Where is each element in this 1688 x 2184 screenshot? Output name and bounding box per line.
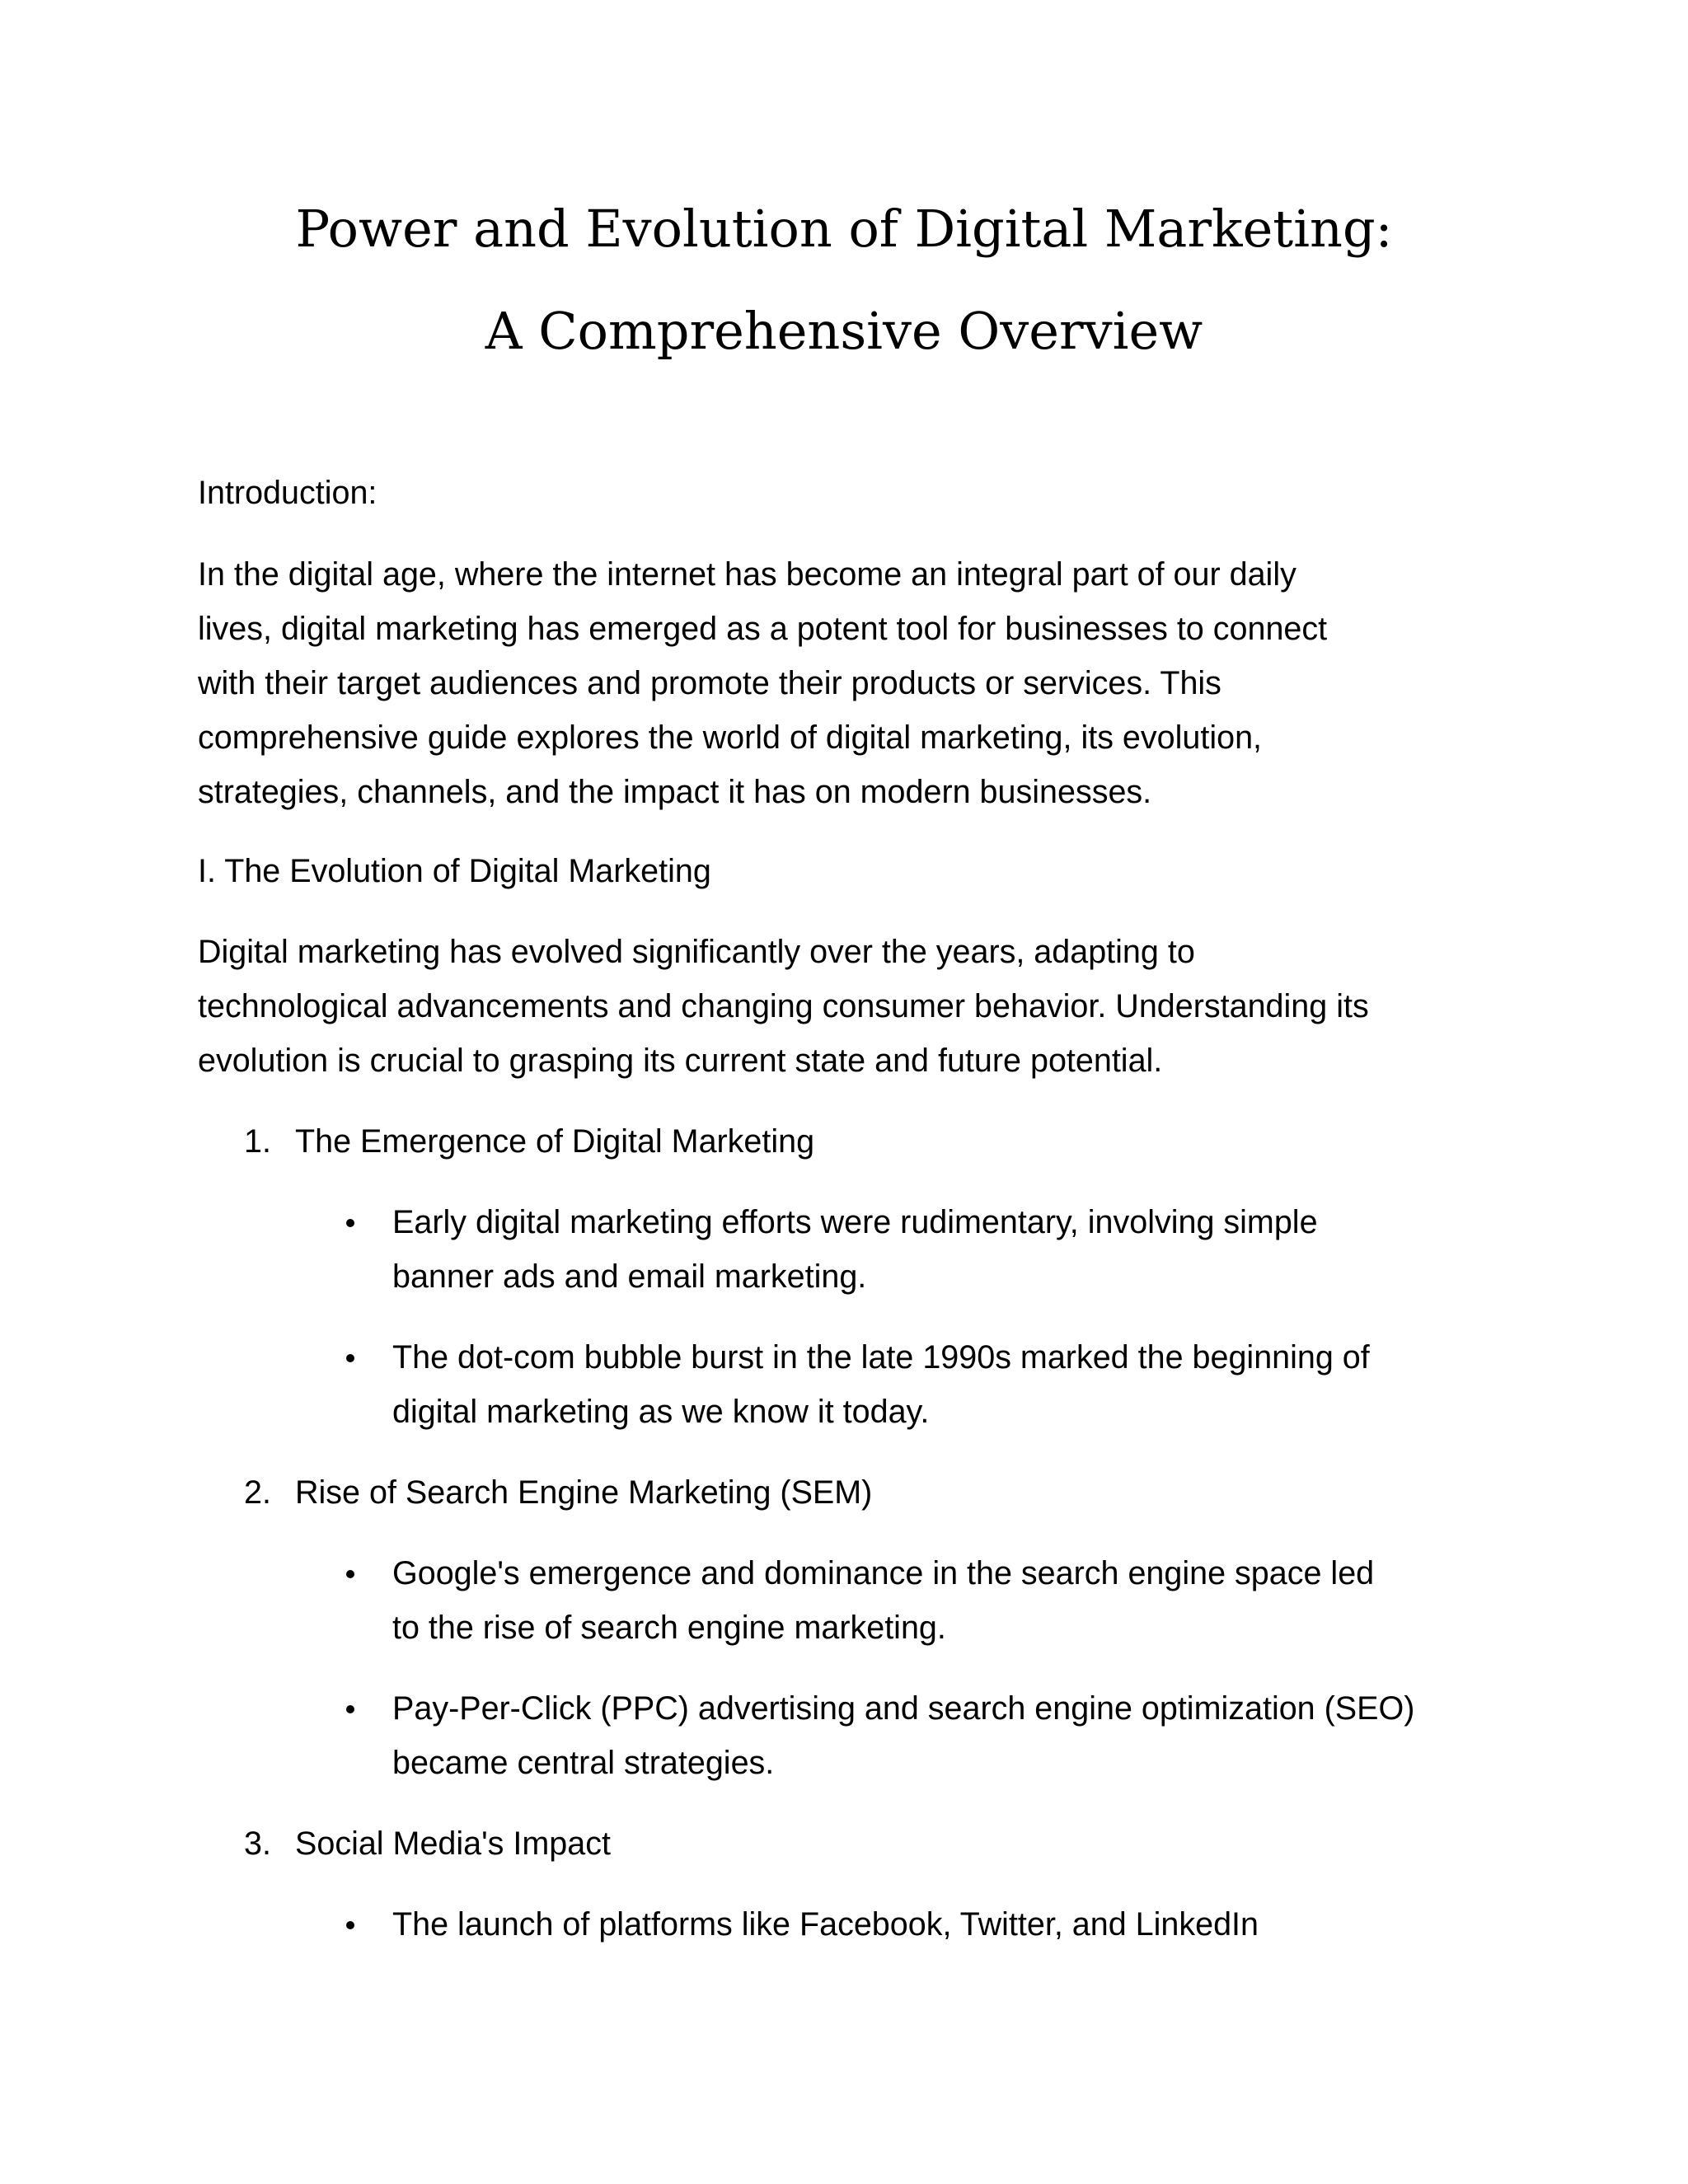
intro-line: comprehensive guide explores the world of digital marketing, its evolution, (198, 719, 1263, 756)
bullet-text (392, 1897, 1259, 1952)
bullet-line: became central strategies. (392, 1745, 775, 1781)
bullet-line: Pay-Per-Click (PPC) advertising and search engine optimization (SEO) (392, 1690, 1415, 1727)
intro-line: lives, digital marketing has emerged as a potent tool for businesses to connect (198, 611, 1328, 647)
section-line: technological advancements and changing consumer behavior. Understanding its (198, 988, 1369, 1024)
bullet-line: The launch of platforms like Facebook, Twitter, and LinkedIn (392, 1906, 1259, 1943)
item-number: 2. (244, 1474, 271, 1511)
intro-line: strategies, channels, and the impact it has on modern businesses. (198, 774, 1152, 810)
bullet-line: Early digital marketing efforts were rudimentary, involving simple (392, 1204, 1318, 1240)
intro-line: In the digital age, where the internet has become an integral part of our daily (198, 556, 1296, 593)
bullet-dot (346, 1219, 354, 1227)
bullet-text (392, 1546, 1374, 1655)
bullet-text (392, 1330, 1370, 1439)
document-title-line-1: Power and Evolution of Digital Marketing: (295, 199, 1393, 259)
bullet-line: banner ads and email marketing. (392, 1258, 867, 1295)
bullet-line: to the rise of search engine marketing. (392, 1610, 946, 1646)
bullet-dot (346, 1354, 354, 1362)
item-label: Rise of Search Engine Marketing (SEM) (295, 1474, 873, 1511)
item-label: Social Media's Impact (295, 1825, 611, 1862)
bullet-text (392, 1681, 1414, 1790)
item-label: The Emergence of Digital Marketing (295, 1123, 815, 1160)
bullet-text (392, 1195, 1318, 1304)
item-number: 1. (244, 1123, 271, 1160)
section-line: Digital marketing has evolved significantly over the years, adapting to (198, 934, 1195, 970)
intro-heading: Introduction: (198, 475, 377, 511)
item-number: 3. (244, 1825, 271, 1862)
bullet-line: The dot-com bubble burst in the late 1990s marked the beginning of (392, 1339, 1370, 1376)
bullet-line: Google's emergence and dominance in the search engine space led (392, 1555, 1375, 1591)
document-title-line-2: A Comprehensive Overview (485, 301, 1203, 361)
bullet-line: digital marketing as we know it today. (392, 1394, 930, 1430)
intro-paragraph (198, 547, 1327, 819)
bullet-dot (346, 1705, 354, 1713)
intro-line: with their target audiences and promote their products or services. This (198, 665, 1221, 701)
section-heading: I. The Evolution of Digital Marketing (198, 853, 711, 889)
section-paragraph (198, 925, 1369, 1088)
bullet-dot (346, 1921, 354, 1929)
section-line: evolution is crucial to grasping its current state and future potential. (198, 1043, 1163, 1079)
bullet-dot (346, 1570, 354, 1578)
